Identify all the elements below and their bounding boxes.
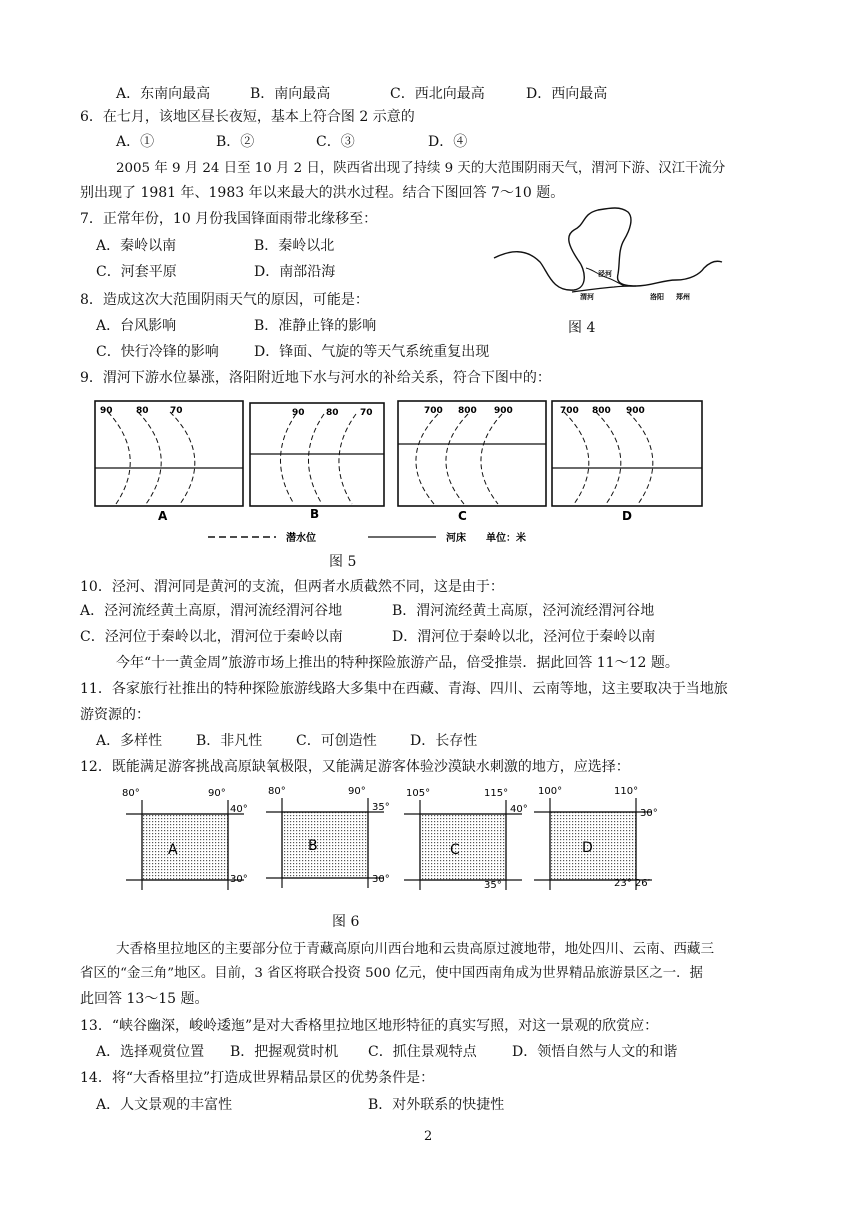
fig6-c-lat-bottom: 35° bbox=[484, 880, 502, 891]
q6-option-c: C．③ bbox=[316, 134, 355, 150]
fig6-c-lon-right: 115° bbox=[484, 788, 509, 799]
q13-option-b: B．把握观赏时机 bbox=[230, 1044, 339, 1060]
fig6-a-lat-bottom: 30° bbox=[230, 874, 248, 885]
q5-option-b: B．南向最高 bbox=[250, 86, 331, 102]
fig5-c-letter: C bbox=[458, 509, 467, 523]
fig6-panel-c bbox=[404, 788, 528, 891]
q13-option-a: A．选择观赏位置 bbox=[96, 1044, 205, 1060]
fig6-d-lat-bottom: 23° 26′ bbox=[614, 878, 650, 889]
q12-stem: 12．既能满足游客挑战高原缺氧极限，又能满足游客体验沙漠缺水刺激的地方，应选择： bbox=[80, 759, 630, 775]
q13-option-d: D．领悟自然与人文的和谐 bbox=[512, 1044, 678, 1060]
fig6-a-lat-top: 40° bbox=[230, 804, 248, 815]
q13-stem: 13．“峡谷幽深，峻岭逶迤”是对大香格里拉地区地形特征的真实写照，对这一景观的欣赏应： bbox=[80, 1018, 659, 1034]
q10-option-b: B．渭河流经黄土高原，泾河流经渭河谷地 bbox=[392, 603, 655, 619]
fig5-c-v1: 700 bbox=[424, 406, 443, 416]
fig6-c-lon-left: 105° bbox=[406, 788, 431, 799]
fig5-caption: 图 5 bbox=[329, 554, 357, 570]
q5-option-d: D．西向最高 bbox=[526, 86, 608, 102]
fig6-b-lat-top: 35° bbox=[372, 802, 390, 813]
q7-option-a: A．秦岭以南 bbox=[96, 238, 177, 254]
q10-option-d: D．渭河位于秦岭以北，泾河位于秦岭以南 bbox=[392, 629, 656, 645]
fig4-label-luoyang: 洛阳 bbox=[650, 293, 664, 301]
fig5-legend-dashed: 潜水位 bbox=[286, 533, 316, 544]
fig5-d-v3: 900 bbox=[626, 406, 645, 416]
q8-option-c: C．快行冷锋的影响 bbox=[96, 344, 219, 360]
q7-option-d: D．南部沿海 bbox=[254, 264, 336, 280]
fig6-caption: 图 6 bbox=[332, 914, 360, 930]
fig4-label-jinghe: 泾河 bbox=[598, 270, 612, 278]
q9-stem: 9．渭河下游水位暴涨，洛阳附近地下水与河水的补给关系，符合下图中的： bbox=[80, 370, 551, 386]
q11-stem-line1: 11．各家旅行社推出的特种探险旅游线路大多集中在西藏、青海、四川、云南等地，这主要取决于当地旅 bbox=[80, 681, 728, 697]
passage3-line2: 省区的“金三角”地区。目前，3 省区将联合投资 500 亿元，使中国西南角成为世界精品旅游景区之一．据 bbox=[80, 966, 703, 981]
fig4-caption: 图 4 bbox=[568, 320, 596, 336]
fig5-a-v2: 80 bbox=[136, 406, 149, 416]
fig5-b-v2: 80 bbox=[326, 408, 339, 418]
fig5-panel-a bbox=[95, 401, 243, 523]
fig5-a-v3: 70 bbox=[170, 406, 183, 416]
fig5-panel-d bbox=[552, 401, 702, 523]
fig5-panel-c bbox=[398, 401, 546, 523]
fig5-legend-unit: 单位：米 bbox=[486, 533, 526, 544]
fig6-panel-a bbox=[122, 788, 248, 890]
q8-option-a: A．台风影响 bbox=[96, 318, 177, 334]
fig6-c-lat-top: 40° bbox=[510, 804, 528, 815]
q6-stem: 6．在七月，该地区昼长夜短，基本上符合图 2 示意的 bbox=[80, 109, 415, 125]
q13-option-c: C．抓住景观特点 bbox=[368, 1044, 477, 1060]
fig4-label-weihe: 渭河 bbox=[580, 293, 594, 301]
fig5-d-v1: 700 bbox=[560, 406, 579, 416]
q8-option-b: B．准静止锋的影响 bbox=[254, 318, 377, 334]
fig6-b-lon-right: 90° bbox=[348, 786, 366, 797]
passage3-line3: 此回答 13～15 题。 bbox=[80, 991, 209, 1007]
fig5-a-letter: A bbox=[158, 509, 168, 523]
fig6-c-letter: C bbox=[450, 842, 460, 858]
q8-stem: 8．造成这次大范围阴雨天气的原因，可能是： bbox=[80, 292, 369, 308]
fig5-legend-solid: 河床 bbox=[446, 533, 466, 544]
q11-option-a: A．多样性 bbox=[96, 733, 163, 749]
q11-option-c: C．可创造性 bbox=[296, 733, 377, 749]
fig6-a-lon-left: 80° bbox=[122, 788, 140, 799]
fig6-b-letter: B bbox=[308, 838, 318, 854]
fig5-b-v3: 70 bbox=[360, 408, 373, 418]
q8-option-d: D．锋面、气旋的等天气系统重复出现 bbox=[254, 344, 490, 360]
fig5-c-v2: 800 bbox=[458, 406, 477, 416]
fig5-panel-b bbox=[250, 403, 384, 521]
q6-option-b: B．② bbox=[216, 134, 255, 150]
fig6-panel-b bbox=[266, 786, 390, 888]
q7-stem: 7．正常年份，10 月份我国锋面雨带北缘移至： bbox=[80, 211, 378, 227]
fig6-b-lat-bottom: 30° bbox=[372, 874, 390, 885]
fig6-a-letter: A bbox=[168, 842, 178, 858]
fig5-b-v1: 90 bbox=[292, 408, 305, 418]
q10-option-c: C．泾河位于秦岭以北，渭河位于秦岭以南 bbox=[80, 629, 343, 645]
fig4-label-zhengzhou: 郑州 bbox=[676, 293, 690, 301]
passage1-line2: 别出现了 1981 年、1983 年以来最大的洪水过程。结合下图回答 7～10 题。 bbox=[80, 185, 565, 201]
q5-option-a: A．东南向最高 bbox=[116, 86, 211, 102]
q14-stem: 14．将“大香格里拉”打造成世界精品景区的优势条件是： bbox=[80, 1070, 435, 1086]
fig5-a-v1: 90 bbox=[100, 406, 113, 416]
passage3-line1: 大香格里拉地区的主要部分位于青藏高原向川西台地和云贵高原过渡地带，地处四川、云南、西藏三 bbox=[116, 941, 715, 957]
fig6-d-lon-right: 110° bbox=[614, 786, 639, 797]
q14-option-b: B．对外联系的快捷性 bbox=[368, 1097, 505, 1113]
q14-option-a: A．人文景观的丰富性 bbox=[96, 1097, 233, 1113]
q11-option-b: B．非凡性 bbox=[196, 733, 263, 749]
q7-option-c: C．河套平原 bbox=[96, 264, 177, 280]
fig5-c-v3: 900 bbox=[494, 406, 513, 416]
fig5-b-letter: B bbox=[310, 507, 320, 521]
q11-stem-line2: 游资源的： bbox=[80, 707, 150, 723]
q7-option-b: B．秦岭以北 bbox=[254, 238, 335, 254]
fig5-legend bbox=[208, 531, 526, 544]
fig6-panel-d bbox=[534, 786, 658, 890]
fig6-d-lon-left: 100° bbox=[538, 786, 563, 797]
q10-option-a: A．泾河流经黄土高原，渭河流经渭河谷地 bbox=[80, 603, 343, 619]
q5-option-c: C．西北向最高 bbox=[390, 86, 485, 102]
page-number: 2 bbox=[424, 1129, 433, 1144]
fig5-d-letter: D bbox=[622, 509, 632, 523]
fig6-d-letter: D bbox=[582, 840, 593, 856]
passage1-line1: 2005 年 9 月 24 日至 10 月 2 日，陕西省出现了持续 9 天的大范围阴雨天气，渭河下游、汉江干流分 bbox=[116, 161, 726, 176]
fig5-d-v2: 800 bbox=[592, 406, 611, 416]
passage2: 今年“十一黄金周”旅游市场上推出的特种探险旅游产品，倍受推崇．据此回答 11～12 题。 bbox=[116, 655, 679, 671]
fig4-map bbox=[490, 200, 730, 310]
fig6-d-lat-top: 30° bbox=[640, 808, 658, 819]
q10-stem: 10．泾河、渭河同是黄河的支流，但两者水质截然不同，这是由于： bbox=[80, 579, 504, 595]
fig6-b-lon-left: 80° bbox=[268, 786, 286, 797]
fig6-a-lon-right: 90° bbox=[208, 788, 226, 799]
q11-option-d: D．长存性 bbox=[410, 733, 478, 749]
fig6-diagram bbox=[110, 782, 670, 892]
q6-option-d: D．④ bbox=[428, 134, 468, 150]
q6-option-a: A．① bbox=[116, 134, 155, 150]
fig5-diagram bbox=[90, 396, 710, 546]
